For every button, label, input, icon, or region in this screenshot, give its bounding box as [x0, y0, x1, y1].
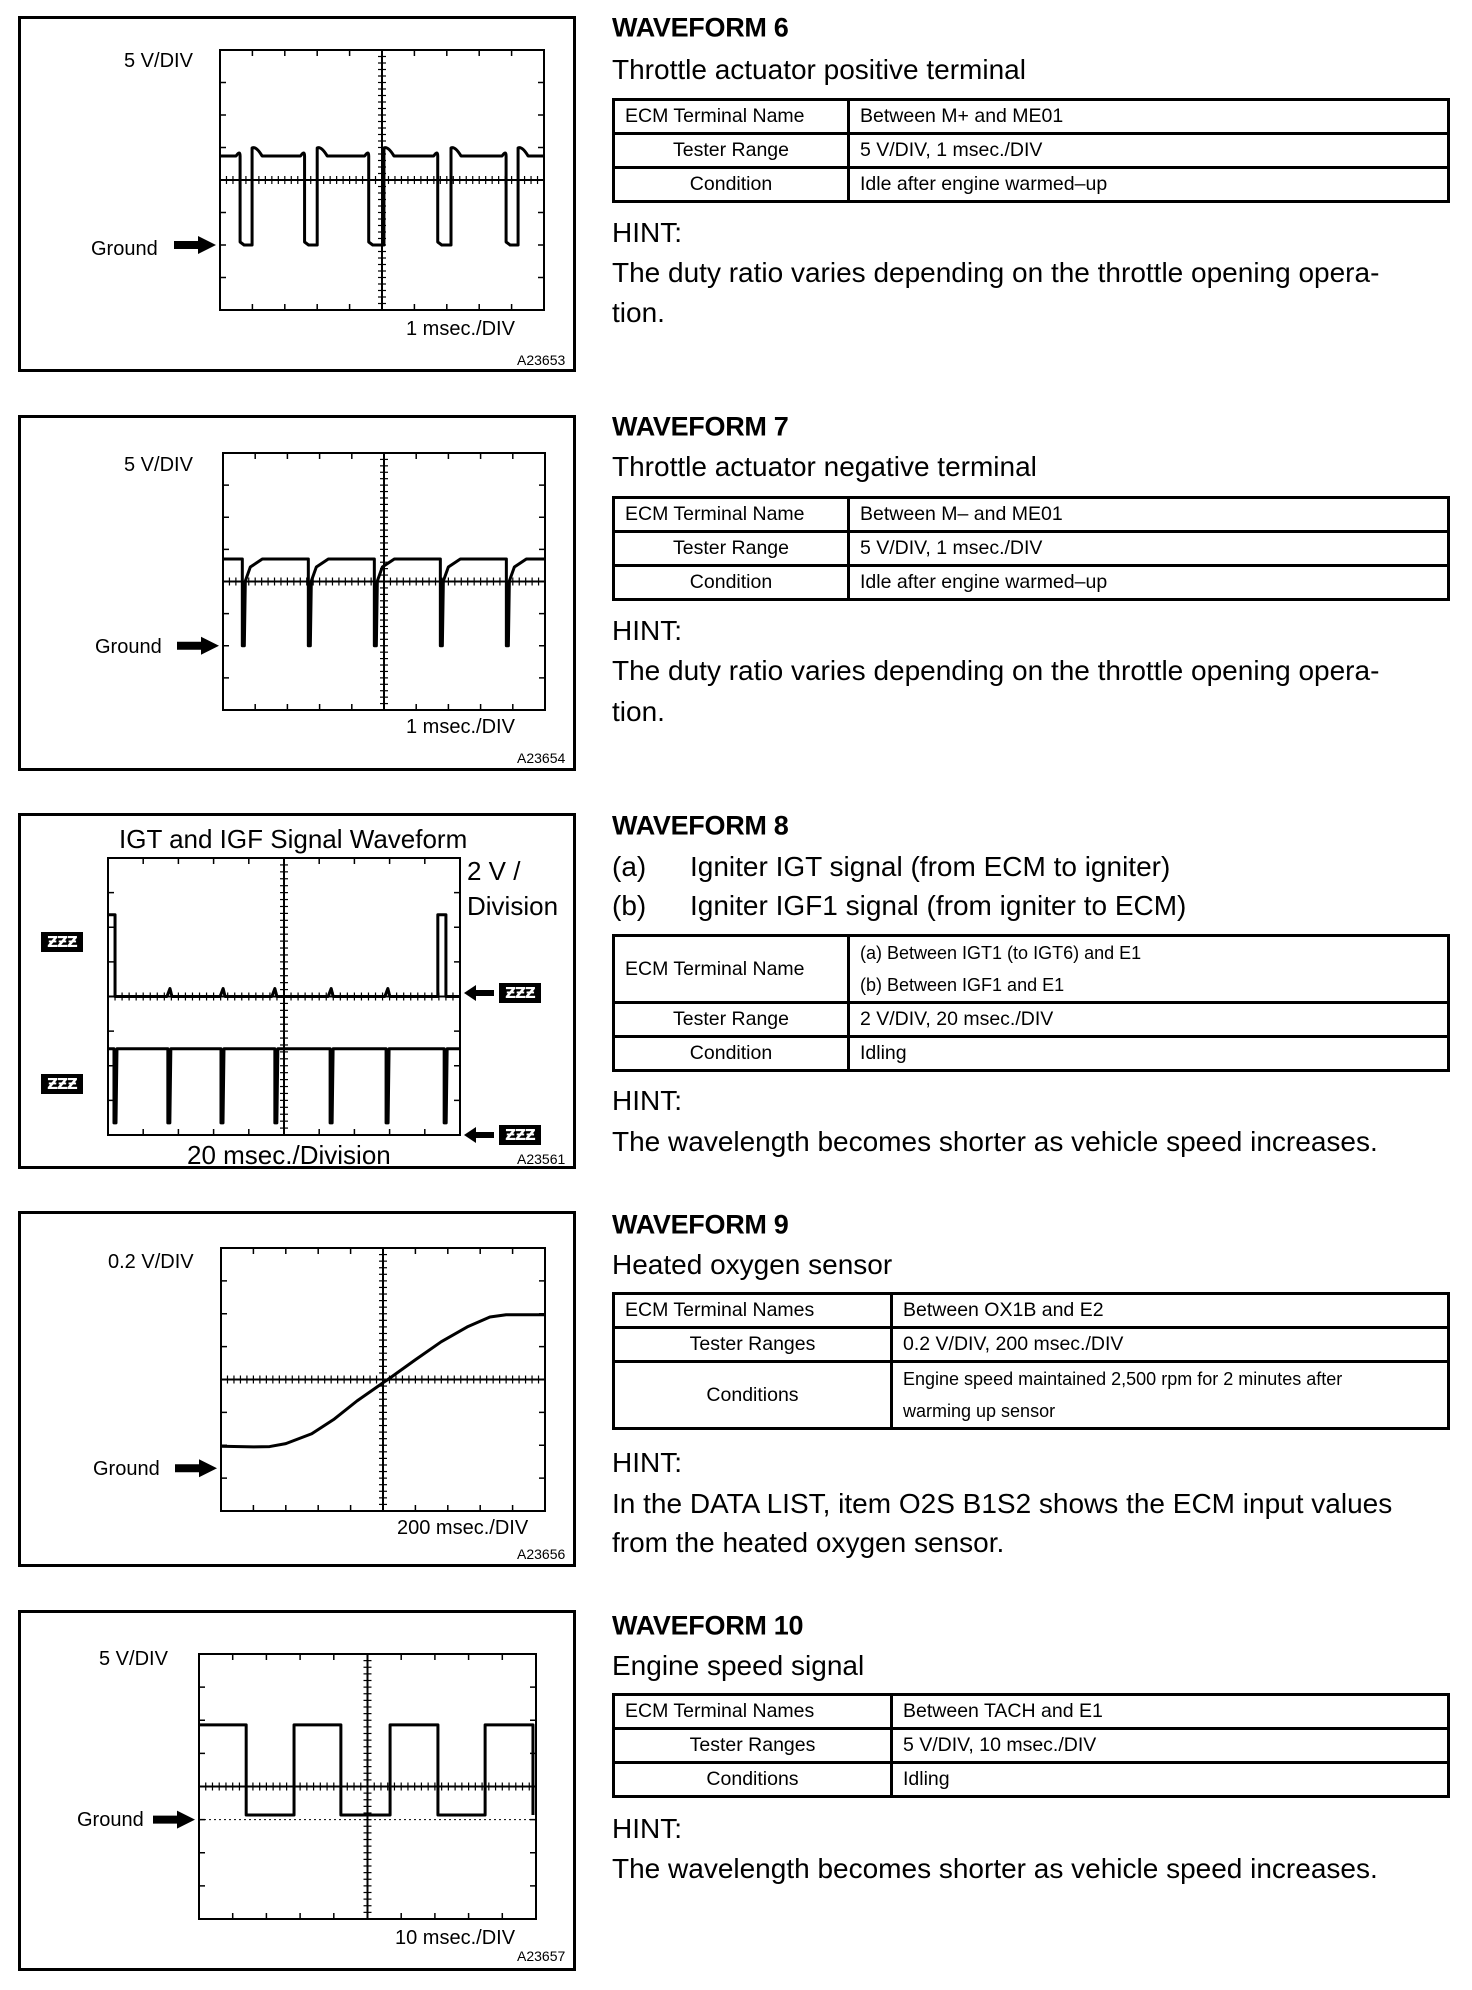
- waveform-trace: [199, 1725, 533, 1815]
- signal-item-a: [612, 851, 1170, 883]
- row-key: Conditions: [614, 1362, 892, 1429]
- table-row: [614, 936, 1449, 1003]
- table-row: [614, 566, 1449, 600]
- table-row: [614, 1037, 1449, 1071]
- table-row: [614, 134, 1449, 168]
- igf-channel-marker: ƵƵƵ: [41, 1074, 83, 1094]
- ground-label: Ground: [91, 238, 158, 260]
- row-key: Tester Range: [614, 532, 849, 566]
- table-row: [614, 168, 1449, 202]
- row-value-line: warming up sensor: [903, 1401, 1056, 1421]
- figure-code: A23561: [517, 1151, 566, 1167]
- row-value: Between M– and ME01: [849, 498, 1449, 532]
- x-scale-label: 10 msec./DIV: [395, 1927, 516, 1949]
- x-scale-label: 20 msec./Division: [187, 1140, 391, 1170]
- row-key: ECM Terminal Names: [614, 1294, 892, 1328]
- hint-text-line: The wavelength becomes shorter as vehicle speed increases.: [612, 1853, 1378, 1884]
- y-scale-label: 5 V/DIV: [124, 454, 193, 476]
- x-scale-label: 200 msec./DIV: [397, 1517, 529, 1539]
- ground-arrow-icon: [153, 1811, 195, 1829]
- row-value: Between OX1B and E2: [892, 1294, 1449, 1328]
- table-row: [614, 1003, 1449, 1037]
- row-key: Tester Range: [614, 1003, 849, 1037]
- hint-label: HINT:: [612, 1447, 682, 1478]
- hint-text-line: tion.: [612, 696, 665, 727]
- row-value: 5 V/DIV, 10 msec./DIV: [892, 1729, 1449, 1763]
- row-value: Idling: [849, 1037, 1449, 1071]
- waveform-8-figure: [18, 813, 576, 1169]
- y-scale-label-line2: Division: [467, 891, 559, 921]
- table-row: [614, 1695, 1449, 1729]
- y-scale-label: 5 V/DIV: [99, 1648, 168, 1670]
- waveform-9-figure: [18, 1211, 576, 1567]
- item-text: Igniter IGT signal (from ECM to igniter): [690, 851, 1171, 882]
- row-value-line: (a) Between IGT1 (to IGT6) and E1: [860, 943, 1142, 963]
- row-key: ECM Terminal Name: [614, 936, 849, 1003]
- item-tag: (b): [612, 890, 647, 921]
- spec-table: [612, 496, 1450, 601]
- waveform-10-figure: [18, 1610, 576, 1971]
- table-row: [614, 1763, 1449, 1797]
- hint-label: HINT:: [612, 1085, 682, 1116]
- figure-code: A23657: [517, 1948, 566, 1964]
- hint-text-line: tion.: [612, 297, 665, 328]
- hint-label: HINT:: [612, 217, 682, 248]
- row-key: Tester Range: [614, 134, 849, 168]
- spec-table: [612, 1693, 1450, 1798]
- row-key: Conditions: [614, 1763, 892, 1797]
- x-scale-label: 1 msec./DIV: [406, 716, 515, 738]
- ground-label: Ground: [93, 1458, 160, 1480]
- figure-code: A23654: [517, 750, 566, 766]
- row-key: ECM Terminal Names: [614, 1695, 892, 1729]
- row-value-line: (b) Between IGF1 and E1: [860, 975, 1065, 995]
- row-key: ECM Terminal Name: [614, 498, 849, 532]
- row-key: Condition: [614, 1037, 849, 1071]
- hint-text-line: In the DATA LIST, item O2S B1S2 shows the ECM input values: [612, 1488, 1393, 1519]
- ground-label: Ground: [95, 636, 162, 658]
- x-scale-label: 1 msec./DIV: [406, 318, 515, 340]
- y-scale-label: 5 V/DIV: [124, 50, 193, 72]
- section-subtitle: Throttle actuator negative terminal: [612, 451, 1037, 482]
- row-value: Idling: [892, 1763, 1449, 1797]
- table-row: [614, 1729, 1449, 1763]
- y-scale-label-line1: 2 V /: [467, 856, 521, 886]
- table-row: [614, 1362, 1449, 1429]
- row-value: [892, 1362, 1449, 1429]
- row-value: 0.2 V/DIV, 200 msec./DIV: [892, 1328, 1449, 1362]
- ground-arrow-icon: [177, 637, 219, 655]
- hint-label: HINT:: [612, 1813, 682, 1844]
- igt-channel-marker: ƵƵƵ: [41, 932, 83, 952]
- row-key: Tester Ranges: [614, 1328, 892, 1362]
- section-title: WAVEFORM 7: [612, 411, 789, 442]
- spec-table: [612, 98, 1450, 203]
- row-key: Tester Ranges: [614, 1729, 892, 1763]
- y-scale-label: 0.2 V/DIV: [108, 1251, 194, 1273]
- table-row: [614, 1294, 1449, 1328]
- section-title: WAVEFORM 10: [612, 1610, 804, 1641]
- row-value: 5 V/DIV, 1 msec./DIV: [849, 134, 1449, 168]
- igt-ground-marker: ƵƵƵ: [499, 983, 541, 1003]
- row-key: ECM Terminal Name: [614, 100, 849, 134]
- item-text: Igniter IGF1 signal (from igniter to ECM): [690, 890, 1187, 921]
- hint-text-line: The wavelength becomes shorter as vehicle speed increases.: [612, 1126, 1378, 1157]
- row-value: Idle after engine warmed–up: [849, 168, 1449, 202]
- table-row: [614, 1328, 1449, 1362]
- row-value: Idle after engine warmed–up: [849, 566, 1449, 600]
- row-value: 5 V/DIV, 1 msec./DIV: [849, 532, 1449, 566]
- figure-code: A23656: [517, 1546, 566, 1562]
- table-row: [614, 100, 1449, 134]
- hint-text-line: from the heated oxygen sensor.: [612, 1527, 1005, 1558]
- hint-text-line: The duty ratio varies depending on the throttle opening opera-: [612, 257, 1380, 288]
- waveform-7-figure: [18, 415, 576, 771]
- hint-text-line: The duty ratio varies depending on the throttle opening opera-: [612, 655, 1380, 686]
- hint-label: HINT:: [612, 615, 682, 646]
- section-title: WAVEFORM 6: [612, 12, 789, 43]
- section-title: WAVEFORM 8: [612, 810, 789, 841]
- figure-title: IGT and IGF Signal Waveform: [119, 824, 468, 854]
- igf-ground-marker: ƵƵƵ: [499, 1125, 541, 1145]
- ground-label: Ground: [77, 1809, 144, 1831]
- row-value: Between TACH and E1: [892, 1695, 1449, 1729]
- item-tag: (a): [612, 851, 647, 882]
- waveform-6-figure: [18, 16, 576, 372]
- ground-arrow-icon: [174, 236, 216, 254]
- section-subtitle: Heated oxygen sensor: [612, 1249, 893, 1280]
- row-key: Condition: [614, 566, 849, 600]
- section-subtitle: Throttle actuator positive terminal: [612, 54, 1026, 85]
- spec-table: [612, 934, 1450, 1072]
- section-subtitle: Engine speed signal: [612, 1650, 865, 1681]
- row-key: Condition: [614, 168, 849, 202]
- row-value: Between M+ and ME01: [849, 100, 1449, 134]
- figure-code: A23653: [517, 352, 566, 368]
- row-value: 2 V/DIV, 20 msec./DIV: [849, 1003, 1449, 1037]
- row-value: [849, 936, 1449, 1003]
- signal-item-b: [612, 890, 1186, 922]
- igf-ground-arrow-icon: [464, 1127, 494, 1143]
- ground-arrow-icon: [175, 1459, 217, 1477]
- section-title: WAVEFORM 9: [612, 1209, 789, 1240]
- igt-ground-arrow-icon: [464, 985, 494, 1001]
- table-row: [614, 498, 1449, 532]
- table-row: [614, 532, 1449, 566]
- row-value-line: Engine speed maintained 2,500 rpm for 2 minutes after: [903, 1369, 1343, 1389]
- spec-table: [612, 1292, 1450, 1430]
